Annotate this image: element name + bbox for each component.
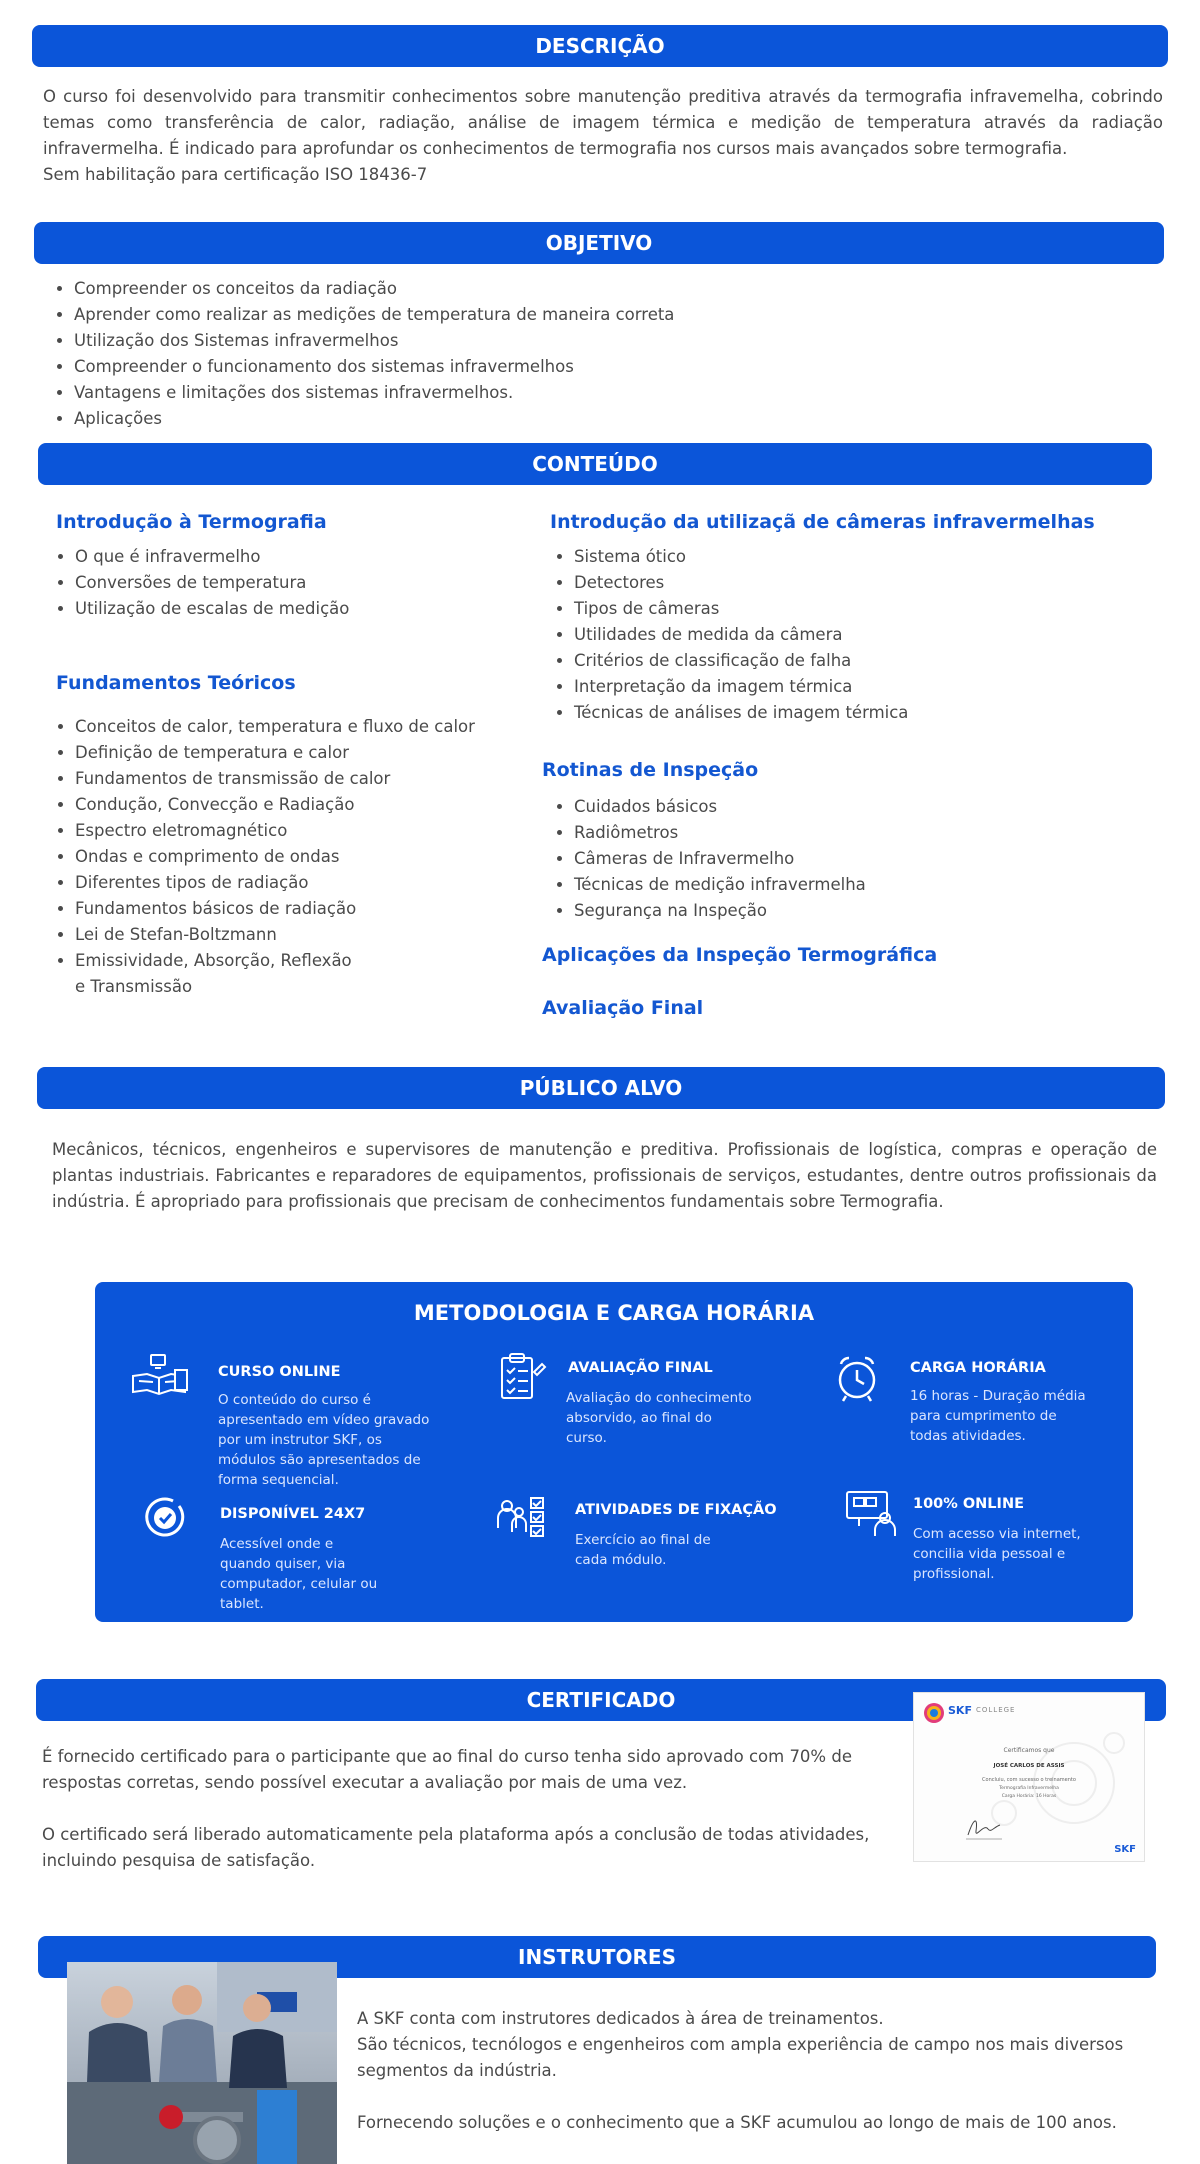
list-item: • Lei de Stefan-Boltzmann [75, 922, 505, 948]
rotinas-title: Rotinas de Inspeção [542, 759, 759, 781]
list-item: • Técnicas de medição infravermelha [574, 872, 1134, 898]
list-item: • Utilização de escalas de medição [75, 596, 535, 622]
skf-globe-icon [922, 1701, 946, 1725]
intro-termografia-title: Introdução à Termografia [56, 511, 327, 533]
list-item: • Vantagens e limitações dos sistemas infravermelhos. [74, 380, 1174, 406]
rotinas-list [542, 794, 1134, 924]
objetivo-list [42, 276, 1174, 432]
certificate-watermark-icon [984, 1723, 1134, 1843]
certificate-thumbnail [913, 1692, 1145, 1862]
instrutores-text-2: São técnicos, tecnólogos e engenheiros com ampla experiência de campo nos mais diversos segmentos da indústria. [357, 2035, 1124, 2080]
list-item: • Aplicações [74, 406, 1174, 432]
certificate-brand: SKF [948, 1704, 972, 1717]
list-item: • Cuidados básicos [574, 794, 1134, 820]
certificado-text-2: O certificado será liberado automaticamente pela plataforma após a conclusão de todas atividades, incluindo pesquisa de satisfação. [42, 1825, 870, 1870]
certificate-name: JOSÉ CARLOS DE ASSIS [993, 1763, 1065, 1769]
cameras-list [542, 544, 1134, 726]
list-item: • Emissividade, Absorção, Reflexão e Transmissão [75, 948, 365, 1000]
online-teacher-icon [845, 1488, 905, 1540]
aplicacoes-title: Aplicações da Inspeção Termográfica [542, 944, 938, 966]
descricao-text: O curso foi desenvolvido para transmitir conhecimentos sobre manutenção preditiva através da termografia infravemelha, cobrindo temas como transferência de calor, radiação, análise de imagem térmica e medição de temperatura através da radiação infravermelha. É indicado para aprofundar os conhecimentos de termografia nos cursos mais avançados sobre termografia. [43, 87, 1163, 158]
list-item: • Conversões de temperatura [75, 570, 535, 596]
list-item: • O que é infravermelho [75, 544, 535, 570]
certificate-footer-logo: SKF [1114, 1844, 1136, 1855]
feature-text: Exercício ao final de cada módulo. [575, 1532, 711, 1568]
certificate-line-2: Termografia Infravermelha [999, 1786, 1059, 1791]
instrutores-text-3: Fornecendo soluções e o conhecimento que a SKF acumulou ao longo de mais de 100 anos. [357, 2113, 1117, 2132]
feature-title: CURSO ONLINE [218, 1364, 341, 1380]
clipboard-checklist-icon [490, 1352, 550, 1404]
list-item: • Critérios de classificação de falha [574, 648, 1134, 674]
metodologia-title: METODOLOGIA E CARGA HORÁRIA [413, 1301, 815, 1325]
feature-text: Avaliação do conhecimento absorvido, ao final do curso. [566, 1390, 752, 1446]
instrutores-text-1: A SKF conta com instrutores dedicados à área de treinamentos. [357, 2009, 884, 2028]
fundamentos-title: Fundamentos Teóricos [56, 672, 296, 694]
certificate-line-3: Carga Horária: 16 Horas [1001, 1794, 1057, 1799]
feature-text: 16 horas - Duração média para cumprimento de todas atividades. [910, 1388, 1086, 1444]
conteudo-header: CONTEÚDO [38, 443, 1152, 485]
list-item: • Aprender como realizar as medições de temperatura de maneira correta [74, 302, 1174, 328]
people-checklist-icon [495, 1492, 555, 1544]
feature-title: 100% ONLINE [913, 1496, 1024, 1512]
list-item: • Interpretação da imagem térmica [574, 674, 1134, 700]
certificado-text-1: É fornecido certificado para o participante que ao final do curso tenha sido aprovado com 70% de respostas corretas, sendo possível executar a avaliação por mais de uma vez. [42, 1747, 852, 1792]
descricao-header: DESCRIÇÃO [32, 25, 1168, 67]
list-item: • Utilização dos Sistemas infravermelhos [74, 328, 1174, 354]
feature-text: Acessível onde e quando quiser, via computador, celular ou tablet. [220, 1536, 378, 1612]
cameras-title: Introdução da utilizaçã de câmeras infravermelhas [550, 511, 1095, 533]
list-item: • Compreender o funcionamento dos sistemas infravermelhos [74, 354, 1174, 380]
list-item: • Radiômetros [574, 820, 1134, 846]
list-item: • Espectro eletromagnético [75, 818, 505, 844]
alarm-clock-icon [827, 1352, 887, 1404]
feature-text: O conteúdo do curso é apresentado em vídeo gravado por um instrutor SKF, os módulos são apresentados de forma sequencial. [218, 1392, 430, 1488]
list-item: • Conceitos de calor, temperatura e fluxo de calor [75, 714, 505, 740]
avaliacao-title: Avaliação Final [542, 997, 704, 1019]
list-item: • Diferentes tipos de radiação [75, 870, 505, 896]
certificate-certify: Certificamos que [1003, 1747, 1055, 1754]
instructors-photo [67, 1962, 337, 2164]
descricao-note: Sem habilitação para certificação ISO 18436-7 [43, 165, 428, 184]
instructors-photo-image [67, 1962, 337, 2164]
publico-text: Mecânicos, técnicos, engenheiros e supervisores de manutenção e preditiva. Profissionais de logística, compras e operação de plantas industriais. Fabricantes e reparadores de equipamentos, profissionais de serviços, estudantes, dentre outros profissionais da indústria. É apropriado para profissionais que precisam de conhecimentos fundamentais sobre Termografia. [52, 1140, 1157, 1211]
list-item: • Fundamentos básicos de radiação [75, 896, 505, 922]
fundamentos-list [43, 714, 505, 1000]
list-item: • Ondas e comprimento de ondas [75, 844, 505, 870]
list-item: • Sistema ótico [574, 544, 1134, 570]
list-item: • Definição de temperatura e calor [75, 740, 505, 766]
list-item: • Segurança na Inspeção [574, 898, 1134, 924]
list-item: • Condução, Convecção e Radiação [75, 792, 505, 818]
certificado-header: CERTIFICADO [36, 1679, 1166, 1721]
list-item: • Utilidades de medida da câmera [574, 622, 1134, 648]
list-item: • Fundamentos de transmissão de calor [75, 766, 505, 792]
metodologia-panel [95, 1282, 1133, 1622]
list-item: • Câmeras de Infravermelho [574, 846, 1134, 872]
signature-icon [964, 1813, 1004, 1843]
instrutores-header: INSTRUTORES [38, 1936, 1156, 1978]
feature-text: Com acesso via internet, concilia vida pessoal e profissional. [913, 1526, 1081, 1582]
list-item: • Técnicas de análises de imagem térmica [574, 700, 1134, 726]
feature-title: AVALIAÇÃO FINAL [568, 1360, 713, 1376]
check-circle-icon [135, 1492, 195, 1544]
intro-termografia-list [43, 544, 535, 622]
feature-title: ATIVIDADES DE FIXAÇÃO [575, 1502, 777, 1518]
feature-title: DISPONÍVEL 24X7 [220, 1506, 366, 1522]
publico-header: PÚBLICO ALVO [37, 1067, 1165, 1109]
list-item: • Tipos de câmeras [574, 596, 1134, 622]
online-course-icon [129, 1352, 189, 1404]
certificate-college: COLLEGE [976, 1706, 1016, 1714]
list-item: • Detectores [574, 570, 1134, 596]
list-item: • Compreender os conceitos da radiação [74, 276, 1174, 302]
certificate-line-1: Concluiu, com sucesso o treinamento [982, 1777, 1076, 1783]
objetivo-header: OBJETIVO [34, 222, 1164, 264]
feature-title: CARGA HORÁRIA [910, 1360, 1046, 1376]
